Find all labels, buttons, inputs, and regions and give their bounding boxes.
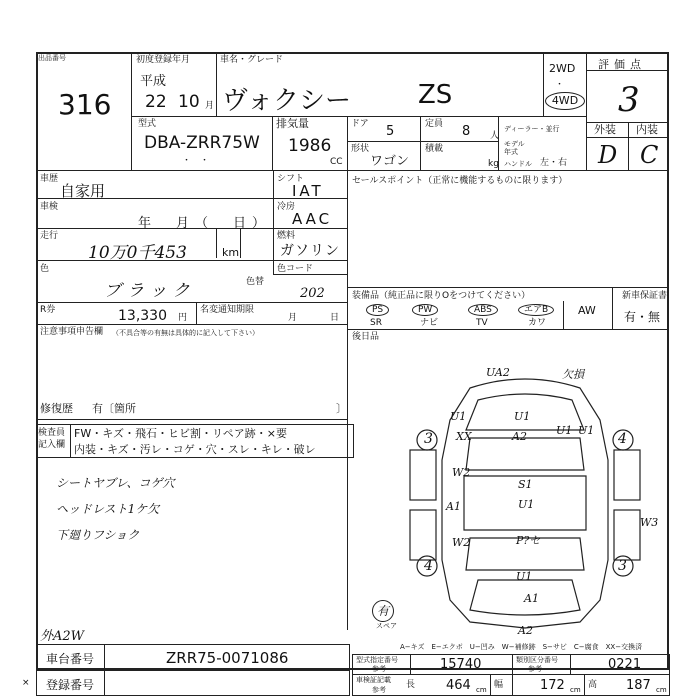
interior-label: 内装 (636, 123, 658, 136)
equip-aw: AW (578, 304, 596, 317)
exterior-label: 外装 (594, 123, 616, 136)
type-no: 15740 (440, 657, 482, 672)
height-cm: cm (656, 686, 667, 694)
mark-a1-side: A1 (446, 500, 461, 513)
type-no-label: 型式指定番号 (356, 656, 398, 664)
equip-pw: PW (412, 304, 438, 316)
equip-tv: TV (476, 318, 488, 328)
equipment-label: 装備品（純正品に限りOをつけてください） (352, 291, 531, 301)
equip-airbag: エアB (518, 304, 554, 316)
inspector-label-2: 記入欄 (38, 440, 66, 450)
mileage: 10万0千453 (88, 243, 187, 263)
mark-ua2: UA2 (486, 366, 510, 379)
divider (216, 228, 217, 258)
dealer-label: ディーラー・並行 (504, 125, 560, 133)
left-mark: × (22, 678, 30, 688)
person-unit: 人 (490, 131, 500, 141)
divider (104, 644, 105, 696)
reg-year: 22 (145, 92, 167, 112)
handle: 左・右 (540, 158, 568, 168)
shape: ワゴン (370, 154, 410, 169)
equip-sr: SR (370, 318, 382, 328)
caution-sub: （不具合等の有無は具体的に記入して下さい） (112, 329, 259, 337)
warranty-label: 新車保証書 (622, 291, 668, 301)
mark-s1: S1 (518, 478, 533, 491)
divider (36, 170, 669, 171)
divider (512, 654, 513, 696)
divider (240, 228, 241, 258)
mark-a2-rear: A2 (518, 624, 533, 637)
divider (273, 170, 274, 260)
equip-ps: PS (366, 304, 389, 316)
divider (273, 260, 274, 274)
month-unit: 月 (205, 101, 215, 111)
mark-u1-a: U1 (450, 410, 467, 423)
height: 187 (626, 678, 651, 693)
car-name: ヴォクシー (222, 86, 351, 116)
mark-missing: 欠損 (562, 368, 584, 381)
mark-a1-rear: A1 (524, 592, 539, 605)
divider (543, 52, 544, 116)
recycle-amount: 13,330 (118, 308, 167, 324)
mark-3-front: 3 (424, 431, 433, 447)
era: 平成 (140, 74, 167, 89)
size-sub: 参考 (372, 686, 386, 694)
model-year-label: モデル 年式 (504, 140, 525, 156)
divider (36, 260, 347, 261)
divider (628, 122, 629, 170)
exterior-grade: D (598, 141, 618, 169)
drive-2wd: 2WD (549, 62, 576, 75)
car-name-label: 車名・グレード (220, 55, 284, 65)
inspector-label-1: 検査員 (38, 428, 66, 438)
height-label: 高 (588, 680, 598, 690)
color-label: 色 (40, 264, 50, 274)
repair-label: 修復歴 (40, 402, 73, 415)
class-label: 類別区分番号 (516, 656, 558, 664)
reg-label: 登録番号 (46, 678, 95, 692)
length-label: 長 (406, 680, 416, 690)
mark-w3: W3 (640, 516, 659, 529)
yen-unit: 円 (178, 313, 188, 323)
model-label: 型式 (138, 119, 157, 129)
model: DBA-ZRR75W (144, 133, 260, 153)
corner-label: 出品番号 (38, 54, 66, 62)
divider (131, 116, 586, 117)
warranty: 有・無 (624, 310, 661, 324)
repair-close: 〕 (336, 402, 347, 415)
mark-4-front: 4 (618, 431, 627, 447)
mark-u1-b: U1 (514, 410, 531, 423)
divider (36, 419, 347, 420)
divider (131, 52, 132, 170)
mark-p-se: P?セ (516, 534, 541, 547)
frame-number: ZRR75-0071086 (166, 649, 289, 667)
displacement: 1986 (288, 136, 332, 156)
length-cm: cm (476, 686, 487, 694)
notice-label: 名変通知期限 (200, 305, 255, 315)
note-line-2: ヘッドレスト1ケ欠 (56, 502, 160, 516)
divider (347, 329, 669, 330)
handle-label: ハンドル (504, 160, 532, 168)
divider (196, 302, 197, 324)
damage-legend: A−キズ E−エクボ U−凹み W−補修跡 S−サビ C−腐食 XX−交換済 (400, 643, 643, 651)
frame-label: 車台番号 (46, 652, 95, 666)
width-cm: cm (570, 686, 581, 694)
color-code: 202 (300, 286, 325, 301)
size-label: 車検証記載 (356, 676, 391, 684)
notice-day: 日 (330, 313, 340, 323)
inspection-value: 年 月（ 日） (138, 216, 272, 231)
mark-u1-c: U1 (578, 424, 595, 437)
cooler-label: 冷房 (277, 202, 296, 212)
divider (273, 274, 347, 275)
repair-value: 有〔箇所 (92, 402, 136, 415)
divider (347, 287, 669, 288)
fuel-label: 燃料 (277, 231, 296, 241)
divider (420, 116, 421, 170)
divider (490, 674, 491, 696)
shift: IAT (292, 182, 324, 200)
displacement-label: 排気量 (276, 117, 309, 130)
first-reg-label: 初度登録年月 (136, 55, 191, 65)
reg-month: 10 (178, 92, 200, 112)
eval-score: 3 (618, 80, 640, 120)
note-line-3: 下廻りフショク (56, 528, 140, 542)
equip-navi: ナビ (420, 318, 439, 328)
divider (36, 324, 347, 325)
mark-4-rear: 4 (424, 558, 433, 574)
mark-u1-e: U1 (518, 498, 535, 511)
kg-unit: kg (488, 159, 499, 169)
divider (347, 170, 348, 630)
divider (216, 52, 217, 116)
class-sub: 参考 (528, 665, 542, 673)
mileage-label: 走行 (40, 231, 59, 241)
door-label: ドア (351, 119, 369, 129)
mark-w2-b: W2 (452, 536, 471, 549)
divider (36, 228, 347, 229)
equip-leather: カワ (528, 318, 547, 328)
divider (352, 674, 670, 675)
drive-4wd: 4WD (545, 92, 585, 110)
notice-month: 月 (288, 313, 298, 323)
mark-spare: スペア (376, 622, 397, 630)
width: 172 (540, 678, 565, 693)
color: ブラック (104, 281, 196, 301)
km-unit: km (222, 246, 240, 259)
shift-label: シフト (277, 174, 305, 184)
doors: 5 (386, 124, 395, 139)
grade: ZS (418, 80, 453, 110)
divider (612, 287, 613, 329)
divider (410, 654, 411, 674)
sales-point-label: セールスポイント（正常に機能するものに限ります） (352, 176, 568, 186)
divider (347, 141, 498, 142)
divider (36, 302, 347, 303)
outside-note: 外A2W (40, 629, 85, 644)
mark-3-rear: 3 (618, 558, 627, 574)
divider (347, 116, 348, 170)
inspector-row-1: FW・キズ・飛石・ヒビ割・リペア跡・×要 (74, 427, 287, 440)
divider (563, 301, 564, 329)
divider (498, 116, 499, 170)
divider (586, 137, 669, 138)
mark-spare-yes: 有 (372, 600, 394, 622)
divider (70, 424, 71, 458)
mark-xx: XX (456, 430, 472, 443)
color-code-label: 色コード (277, 264, 314, 274)
capacity-label: 定員 (425, 119, 444, 129)
inspector-row-2: 内装・キズ・汚レ・コゲ・穴・スレ・キレ・破レ (74, 443, 316, 456)
width-label: 幅 (494, 680, 504, 690)
divider (586, 70, 669, 71)
cooler: AAC (292, 210, 333, 228)
fuel: ガソリン (280, 243, 340, 259)
type-no-sub: 参考 (372, 665, 386, 673)
note-line-1: シートヤブレ、コゲ穴 (56, 476, 175, 490)
mark-u1-f: U1 (516, 570, 533, 583)
load-label: 積載 (425, 144, 444, 154)
equip-abs: ABS (468, 304, 498, 316)
lot-number: 316 (58, 88, 112, 121)
later-items-label: 後日品 (352, 332, 380, 342)
mark-w2-a: W2 (452, 466, 471, 479)
capacity: 8 (462, 124, 471, 139)
drive-dot: ・ (555, 80, 565, 90)
divider (570, 654, 571, 674)
history: 自家用 (60, 182, 106, 200)
inspection-label: 車検 (40, 202, 59, 212)
model-dots: ・ ・ (182, 156, 210, 166)
class-no: 0221 (608, 657, 642, 672)
cc-unit: CC (330, 157, 343, 167)
divider (272, 116, 273, 170)
length: 464 (446, 678, 471, 693)
divider (584, 674, 585, 696)
paint-label: 色替 (246, 277, 265, 287)
divider (36, 670, 350, 671)
mark-u1-d: U1 (556, 424, 573, 437)
caution-label: 注意事項申告欄 (40, 327, 104, 337)
recycle-label: R券 (40, 305, 56, 315)
eval-label: 評価点 (598, 58, 646, 71)
history-label: 車歴 (40, 174, 59, 184)
interior-grade: C (640, 141, 659, 169)
shape-label: 形状 (351, 144, 370, 154)
mark-a2: A2 (512, 430, 527, 443)
